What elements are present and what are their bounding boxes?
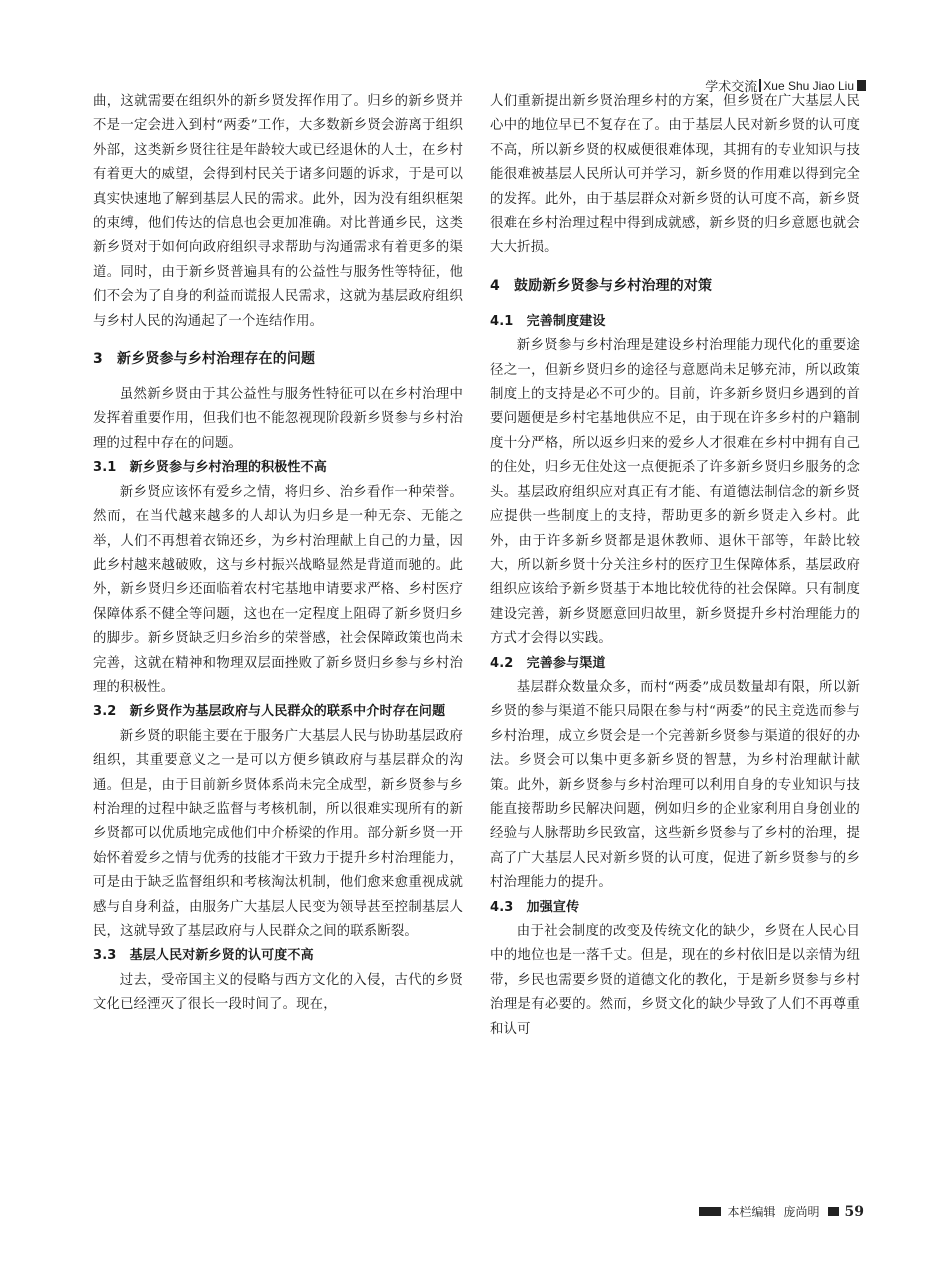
footer-square-mark xyxy=(828,1207,839,1216)
subsection-heading-4-3: 4.3 加强宣传 xyxy=(490,899,580,915)
right-column xyxy=(490,90,860,1042)
editor-name: 庞尚明 xyxy=(783,1205,820,1219)
paragraph: 新乡贤参与乡村治理是建设乡村治理能力现代化的重要途径之一，但新乡贤归乡的途径与意愿尚未足够充沛，所以政策制度上的支持是必不可少的。目前，许多新乡贤归乡遇到的首要问题便是乡村宅基地供应不足，由于现在许多乡村的户籍制度十分严格，所以返乡归来的爱乡人才很难在乡村中拥有自己的住处，归乡无住处这一点便扼杀了许多新乡贤归乡服务的念头。基层政府组织应对真正有才能、有道德法制信念的新乡贤应提供一些制度上的支持，帮助更多的新乡贤走入乡村。此外，由于许多新乡贤都是退休教师、退休干部等，年龄比较大，所以新乡贤十分关注乡村的医疗卫生保障体系，基层政府组织应该给予新乡贤基于本地比较优待的社会保障。只有制度建设完善，新乡贤愿意回归故里，新乡贤提升乡村治理能力的方式才会得以实践。 xyxy=(490,338,860,647)
subsection-heading-3-2: 3.2 新乡贤作为基层政府与人民群众的联系中介时存在问题 xyxy=(93,704,446,720)
paragraph: 虽然新乡贤由于其公益性与服务性特征可以在乡村治理中发挥着重要作用，但我们也不能忽视现阶段新乡贤参与乡村治理的过程中存在的问题。 xyxy=(93,387,463,451)
section-heading-4: 4 鼓励新乡贤参与乡村治理的对策 xyxy=(490,277,713,294)
footer-block-mark xyxy=(699,1207,721,1216)
left-column xyxy=(93,90,463,1018)
paragraph: 由于社会制度的改变及传统文化的缺少，乡贤在人民心目中的地位也是一落千丈。但是，现在的乡村依旧是以亲情为纽带，乡民也需要乡贤的道德文化的教化，于是新乡贤参与乡村治理是有必要的。然而，乡贤文化的缺少导致了人们不再尊重和认可 xyxy=(490,924,860,1037)
page-number: 59 xyxy=(844,1203,864,1220)
paragraph: 新乡贤应该怀有爱乡之情，将归乡、治乡看作一种荣誉。然而，在当代越来越多的人却认为归乡是一种无奈、无能之举，人们不再想着衣锦还乡，为乡村治理献上自己的力量，因此乡村越来越破败，这与乡村振兴战略显然是背道而驰的。此外，新乡贤归乡还面临着农村宅基地申请要求严格、乡村医疗保障体系不健全等问题，这也在一定程度上阻碍了新乡贤归乡的脚步。新乡贤缺乏归乡治乡的荣誉感，社会保障政策也尚未完善，这就在精神和物理双层面挫败了新乡贤归乡参与乡村治理的积极性。 xyxy=(93,484,463,695)
paragraph: 基层群众数量众多，而村“两委”成员数量却有限，所以新乡贤的参与渠道不能只局限在参与村“两委”的民主竞选而参与乡村治理，成立乡贤会是一个完善新乡贤参与渠道的很好的办法。乡贤会可以集中更多新乡贤的智慧，为乡村治理献计献策。此外，新乡贤参与乡村治理可以利用自身的专业知识与技能直接帮助乡民解决问题，例如归乡的企业家利用自身创业的经验与人脉帮助乡民致富，这些新乡贤参与了乡村的治理，提高了广大基层人民对新乡贤的认可度，促进了新乡贤参与的乡村治理能力的提升。 xyxy=(490,679,860,891)
section-heading-3: 3 新乡贤参与乡村治理存在的问题 xyxy=(93,351,316,368)
journal-section-title: 学术交流 xyxy=(705,80,758,95)
paragraph: 新乡贤的职能主要在于服务广大基层人民与协助基层政府组织，其重要意义之一是可以方便乡镇政府与基层群众的沟通。但是，由于目前新乡贤体系尚未完全成型，新乡贤参与乡村治理的过程中缺乏监督与考核机制，所以很难实现所有的新乡贤都可以优质地完成他们中介桥梁的作用。部分新乡贤一开始怀着爱乡之情与优秀的技能才干致力于提升乡村治理能力，可是由于缺乏监督组织和考核淘汰机制，他们愈来愈重视成就感与自身利益，由服务广大基层人民变为领导甚至控制基层人民，这就导致了基层政府与人民群众之间的联系断裂。 xyxy=(93,728,463,939)
subsection-heading-3-1: 3.1 新乡贤参与乡村治理的积极性不高 xyxy=(93,460,327,476)
subsection-heading-3-3: 3.3 基层人民对新乡贤的认可度不高 xyxy=(93,948,314,964)
paragraph: 曲，这就需要在组织外的新乡贤发挥作用了。归乡的新乡贤并不是一定会进入到村“两委”工作，大多数新乡贤会游离于组织外部，这类新乡贤往往是年龄较大或已经退休的人士，在乡村有着更大的威望，会得到村民关于诸多问题的诉求，于是可以真实快速地了解到基层人民的需求。此外，因为没有组织框架的束缚，他们传达的信息也会更加准确。对比普通乡民，这类新乡贤对于如何向政府组织寻求帮助与沟通需求有着更多的渠道。同时，由于新乡贤普遍具有的公益性与服务性等特征，他们不会为了自身的利益而谎报人民需求，这就为基层政府组织与乡村人民的沟通起了一个连结作用。 xyxy=(93,94,463,329)
journal-section-pinyin: Xue Shu Jiao Liu xyxy=(763,78,854,93)
page-footer xyxy=(699,1203,864,1220)
editor-label: 本栏编辑 xyxy=(727,1205,776,1219)
subsection-heading-4-2: 4.2 完善参与渠道 xyxy=(490,655,606,671)
paragraph: 人们重新提出新乡贤治理乡村的方案，但乡贤在广大基层人民心中的地位早已不复存在了。由于基层人民对新乡贤的认可度不高，所以新乡贤的权威便很难体现，其拥有的专业知识与技能很难被基层人民所认可并学习，新乡贤的作用难以得到完全的发挥。此外，由于基层群众对新乡贤的认可度不高，新乡贤很难在乡村治理过程中得到成就感，新乡贤的归乡意愿也就会大大折损。 xyxy=(490,94,860,256)
subsection-heading-4-1: 4.1 完善制度建设 xyxy=(490,313,606,329)
paragraph: 过去，受帝国主义的侵略与西方文化的入侵，古代的乡贤文化已经湮灭了很长一段时间了。现在， xyxy=(93,972,463,1013)
